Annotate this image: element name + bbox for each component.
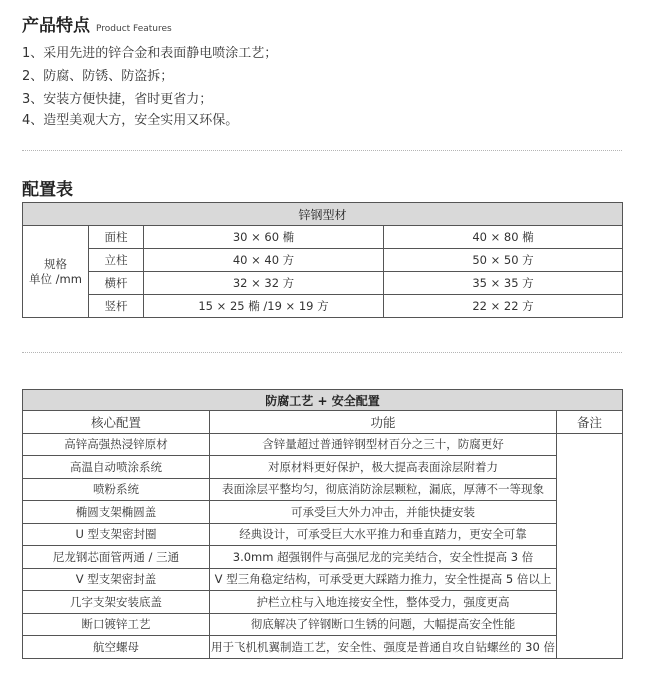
spec-label-cell xyxy=(23,226,89,318)
spec-b-cell: 22 × 22 方 xyxy=(384,295,623,318)
dotted-divider xyxy=(22,150,622,151)
spec-a-cell: 40 × 40 方 xyxy=(144,249,384,272)
features-title xyxy=(22,11,172,36)
feature-item-2: 2、防腐、防锈、防盗拆； xyxy=(22,69,174,84)
header-core: 核心配置 xyxy=(23,411,210,434)
table-row xyxy=(23,390,623,411)
core-cell: 高锌高强热浸锌原材 xyxy=(23,433,210,456)
function-cell: 彻底解决了锌钢断口生锈的问题，大幅提高安全性能 xyxy=(210,613,557,636)
spec-a-cell: 32 × 32 方 xyxy=(144,272,384,295)
core-cell: 高温自动喷涂系统 xyxy=(23,456,210,479)
config-title: 配置表 xyxy=(22,180,73,200)
table-row xyxy=(23,295,623,318)
header-note: 备注 xyxy=(557,411,623,434)
spec-b-cell: 35 × 35 方 xyxy=(384,272,623,295)
core-cell: 椭圆支架椭圆盖 xyxy=(23,501,210,524)
spec-label-line1: 规格 xyxy=(44,256,67,271)
function-cell: 表面涂层平整均匀，彻底消防涂层颗粒，漏底，厚薄不一等现象 xyxy=(210,478,557,501)
core-cell: 几字支架安装底盖 xyxy=(23,591,210,614)
function-cell: 可承受巨大外力冲击，并能快捷安装 xyxy=(210,501,557,524)
table-row xyxy=(23,546,623,569)
core-cell: 尼龙钢芯面管两通 / 三通 xyxy=(23,546,210,569)
table-row xyxy=(23,456,623,479)
part-cell: 立柱 xyxy=(89,249,144,272)
table-row xyxy=(23,591,623,614)
header-function: 功能 xyxy=(210,411,557,434)
function-cell: 用于飞机机翼制造工艺，安全性、强度是普通自攻自钻螺丝的 30 倍 xyxy=(210,636,557,659)
spec-a-cell: 30 × 60 椭 xyxy=(144,226,384,249)
function-cell: V 型三角稳定结构，可承受更大踩踏力推力，安全性提高 5 倍以上 xyxy=(210,568,557,591)
core-cell: 喷粉系统 xyxy=(23,478,210,501)
process-table-caption: 防腐工艺 + 安全配置 xyxy=(23,390,623,411)
feature-item-4: 4、造型美观大方，安全实用又环保。 xyxy=(22,113,239,128)
function-cell: 3.0mm 超强钢件与高强尼龙的完美结合，安全性提高 3 倍 xyxy=(210,546,557,569)
core-cell: 断口镀锌工艺 xyxy=(23,613,210,636)
table-row xyxy=(23,613,623,636)
spec-b-cell: 50 × 50 方 xyxy=(384,249,623,272)
feature-item-3: 3、安装方便快捷，省时更省力； xyxy=(22,92,213,107)
spec-b-cell: 40 × 80 椭 xyxy=(384,226,623,249)
function-cell: 护栏立柱与入地连接安全性，整体受力，强度更高 xyxy=(210,591,557,614)
dotted-divider xyxy=(22,352,622,353)
features-title-en: Product Features xyxy=(96,24,172,34)
table-row xyxy=(23,636,623,659)
table-row xyxy=(23,203,623,226)
part-cell: 竖杆 xyxy=(89,295,144,318)
note-cell xyxy=(557,433,623,658)
material-table-caption: 锌钢型材 xyxy=(23,203,623,226)
spec-label-line2: 单位 /mm xyxy=(29,271,82,286)
part-cell: 面柱 xyxy=(89,226,144,249)
function-cell: 对原材料更好保护，极大提高表面涂层附着力 xyxy=(210,456,557,479)
table-row xyxy=(23,568,623,591)
feature-item-1: 1、采用先进的锌合金和表面静电喷涂工艺； xyxy=(22,46,278,61)
function-cell: 经典设计，可承受巨大水平推力和垂直踏力，更安全可靠 xyxy=(210,523,557,546)
table-row xyxy=(23,478,623,501)
table-row xyxy=(23,501,623,524)
function-cell: 含锌量超过普通锌钢型材百分之三十，防腐更好 xyxy=(210,433,557,456)
core-cell: 航空螺母 xyxy=(23,636,210,659)
table-row xyxy=(23,523,623,546)
process-config-table xyxy=(22,389,623,659)
table-row xyxy=(23,226,623,249)
table-header-row xyxy=(23,411,623,434)
spec-a-cell: 15 × 25 椭 /19 × 19 方 xyxy=(144,295,384,318)
part-cell: 横杆 xyxy=(89,272,144,295)
material-spec-table xyxy=(22,202,623,318)
features-title-cn: 产品特点 xyxy=(22,16,90,36)
table-row xyxy=(23,433,623,456)
core-cell: V 型支架密封盖 xyxy=(23,568,210,591)
core-cell: U 型支架密封圈 xyxy=(23,523,210,546)
table-row xyxy=(23,249,623,272)
table-row xyxy=(23,272,623,295)
